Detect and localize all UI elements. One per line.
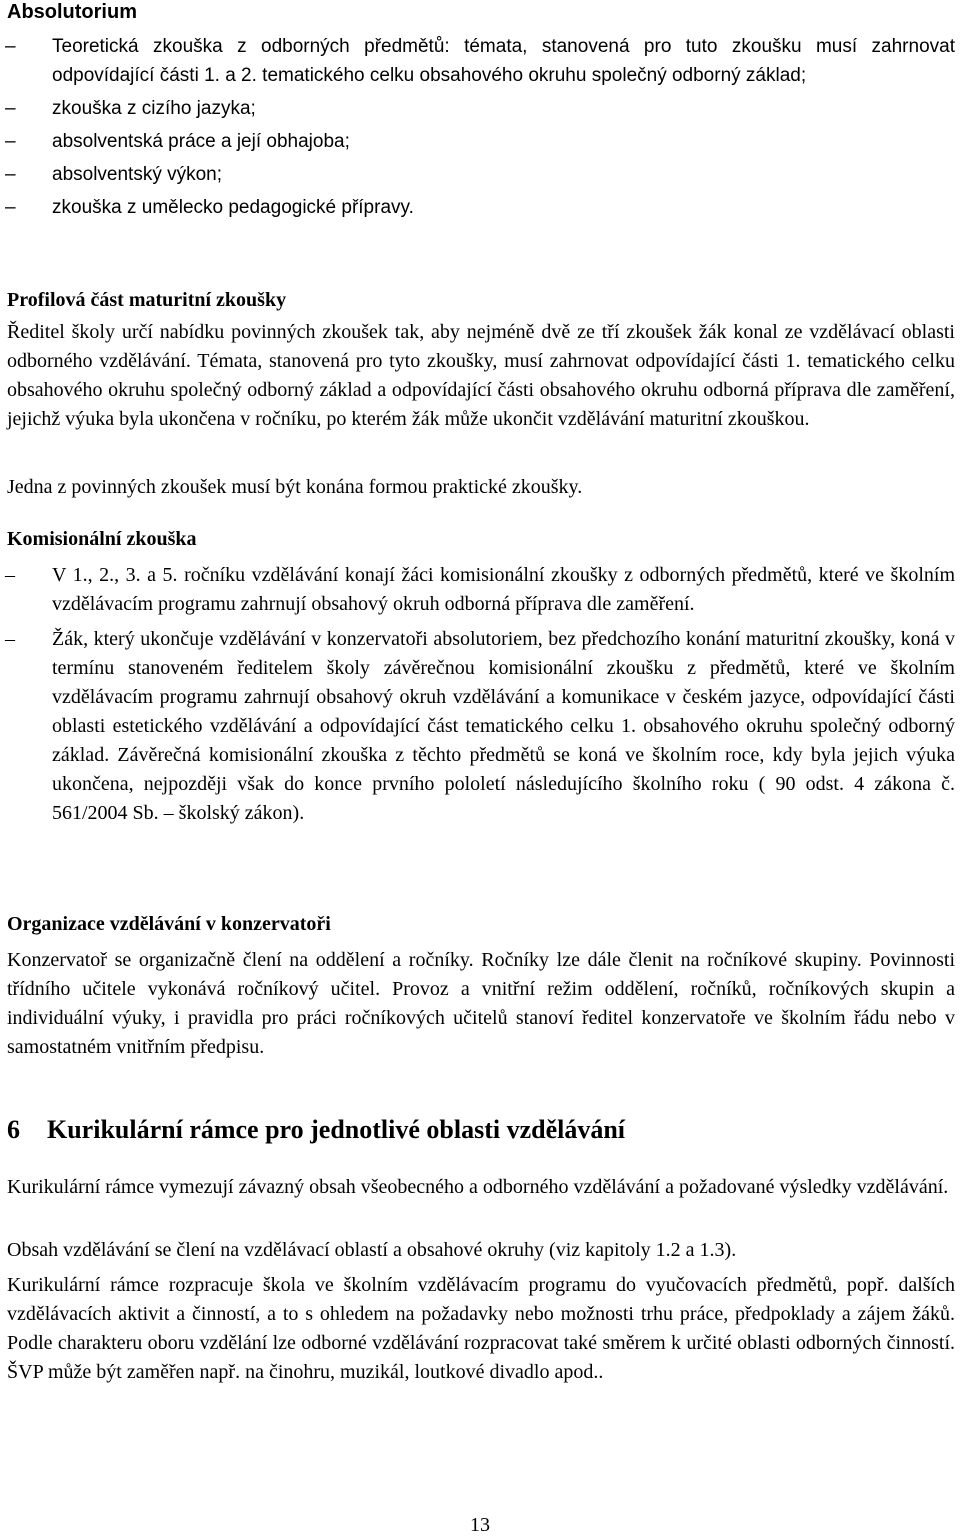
list-item-text: Žák, který ukončuje vzdělávání v konzervatoři absolutoriem, bez předchozího konání maturitní zkoušky, koná v termínu stanoveném ředitelem školy závěrečnou komisionální zkoušku z předmětů, které ve školním vzdělávacím programu zahrnují obsahový okruh vzdělávání a komunikace v českém jazyce, odpovídající části oblasti estetického vzdělávání a odpovídající část tematického celku 1. obsahového okruhu společný odborný základ. Závěrečná komisionální zkouška z těchto předmětů se koná ve školním roce, kdy byla jejich výuka ukončena, nejpozději však do konce prvního pololetí následujícího školního roku ( 90 odst. 4 zákona č. 561/2004 Sb. – školský zákon). — [52, 628, 955, 824]
chapter-number: 6 — [7, 1115, 20, 1144]
heading-profilova-cast: Profilová část maturitní zkoušky — [7, 289, 287, 311]
dash-bullet: – — [5, 197, 16, 218]
list-item-text: absolventská práce a její obhajoba; — [52, 131, 350, 152]
profilova-paragraph-1: Ředitel školy určí nabídku povinných zkoušek tak, aby nejméně dvě ze tří zkoušek žák konal ze vzdělávací oblasti odborného vzdělávání. Témata, stanovená pro tyto zkoušky, musí zahrnovat odpovídající části 1. tematického celku obsahového okruhu společný odborný základ a odpovídající části obsahového okruhu odborná příprava dle zaměření, jejichž výuka byla ukončena v ročníku, po kterém žák může ukončit vzdělávání maturitní zkouškou. — [7, 321, 955, 430]
chapter-paragraph-1: Kurikulární rámce vymezují závazný obsah všeobecného a odborného vzdělávání a požadované výsledky vzdělávání. — [7, 1176, 949, 1198]
heading-absolutorium: Absolutorium — [7, 1, 137, 23]
list-item — [0, 561, 955, 619]
list-item — [0, 94, 955, 123]
absolutorium-list — [0, 32, 955, 222]
dash-bullet: – — [5, 628, 15, 650]
dash-bullet: – — [5, 131, 16, 152]
list-item — [0, 193, 955, 222]
list-item — [0, 32, 955, 90]
dash-bullet: – — [5, 98, 16, 119]
chapter-paragraph-3: Kurikulární rámce rozpracuje škola ve školním vzdělávacím programu do vyučovacích předmětů, popř. dalších vzdělávacích aktivit a činností, a to s ohledem na požadavky nebo možnosti trhu práce, předpoklady a zájem žáků. Podle charakteru oboru vzdělání lze odborné vzdělávání rozpracovat také směrem k určité oblasti odborných činností. ŠVP může být zaměřen např. na činohru, muzikál, loutkové divadlo apod.. — [7, 1274, 955, 1383]
chapter-paragraph-2: Obsah vzdělávání se člení na vzdělávací oblastí a obsahové okruhy (viz kapitoly 1.2 a 1.3). — [7, 1239, 737, 1261]
heading-komisionalni-zkouska: Komisionální zkouška — [7, 528, 197, 550]
organizace-paragraph: Konzervatoř se organizačně člení na oddělení a ročníky. Ročníky lze dále členit na ročníkové skupiny. Povinnosti třídního učitele vykonává ročníkový učitel. Provoz a vnitřní režim oddělení, ročníků, ročníkových skupin a individuální výuky, i pravidla pro práci ročníkových učitelů stanoví ředitel konzervatoře ve školním řádu nebo v samostatném vnitřním předpisu. — [7, 949, 955, 1058]
list-item-text: V 1., 2., 3. a 5. ročníku vzdělávání konají žáci komisionální zkoušky z odborných předmětů, které ve školním vzdělávacím programu zahrnují obsahový okruh odborná příprava dle zaměření. — [52, 564, 955, 615]
list-item — [0, 127, 955, 156]
list-item-text: Teoretická zkouška z odborných předmětů: témata, stanovená pro tuto zkoušku musí zahrnovat odpovídající části 1. a 2. tematického celku obsahového okruhu společný odborný základ; — [52, 36, 955, 86]
list-item-text: zkouška z umělecko pedagogické přípravy. — [52, 197, 414, 218]
page-number: 13 — [470, 1514, 490, 1536]
list-item — [0, 160, 955, 189]
list-item-text: zkouška z cizího jazyka; — [52, 98, 256, 119]
heading-organizace: Organizace vzdělávání v konzervatoři — [7, 913, 331, 935]
chapter-heading — [7, 1114, 625, 1146]
chapter-title: Kurikulární rámce pro jednotlivé oblasti vzdělávání — [47, 1115, 626, 1144]
list-item — [0, 625, 955, 828]
dash-bullet: – — [5, 564, 15, 586]
profilova-paragraph-2: Jedna z povinných zkoušek musí být konána formou praktické zkoušky. — [7, 476, 583, 498]
dash-bullet: – — [5, 36, 16, 57]
list-item-text: absolventský výkon; — [52, 164, 223, 185]
dash-bullet: – — [5, 164, 16, 185]
komisionalni-list — [0, 561, 955, 828]
